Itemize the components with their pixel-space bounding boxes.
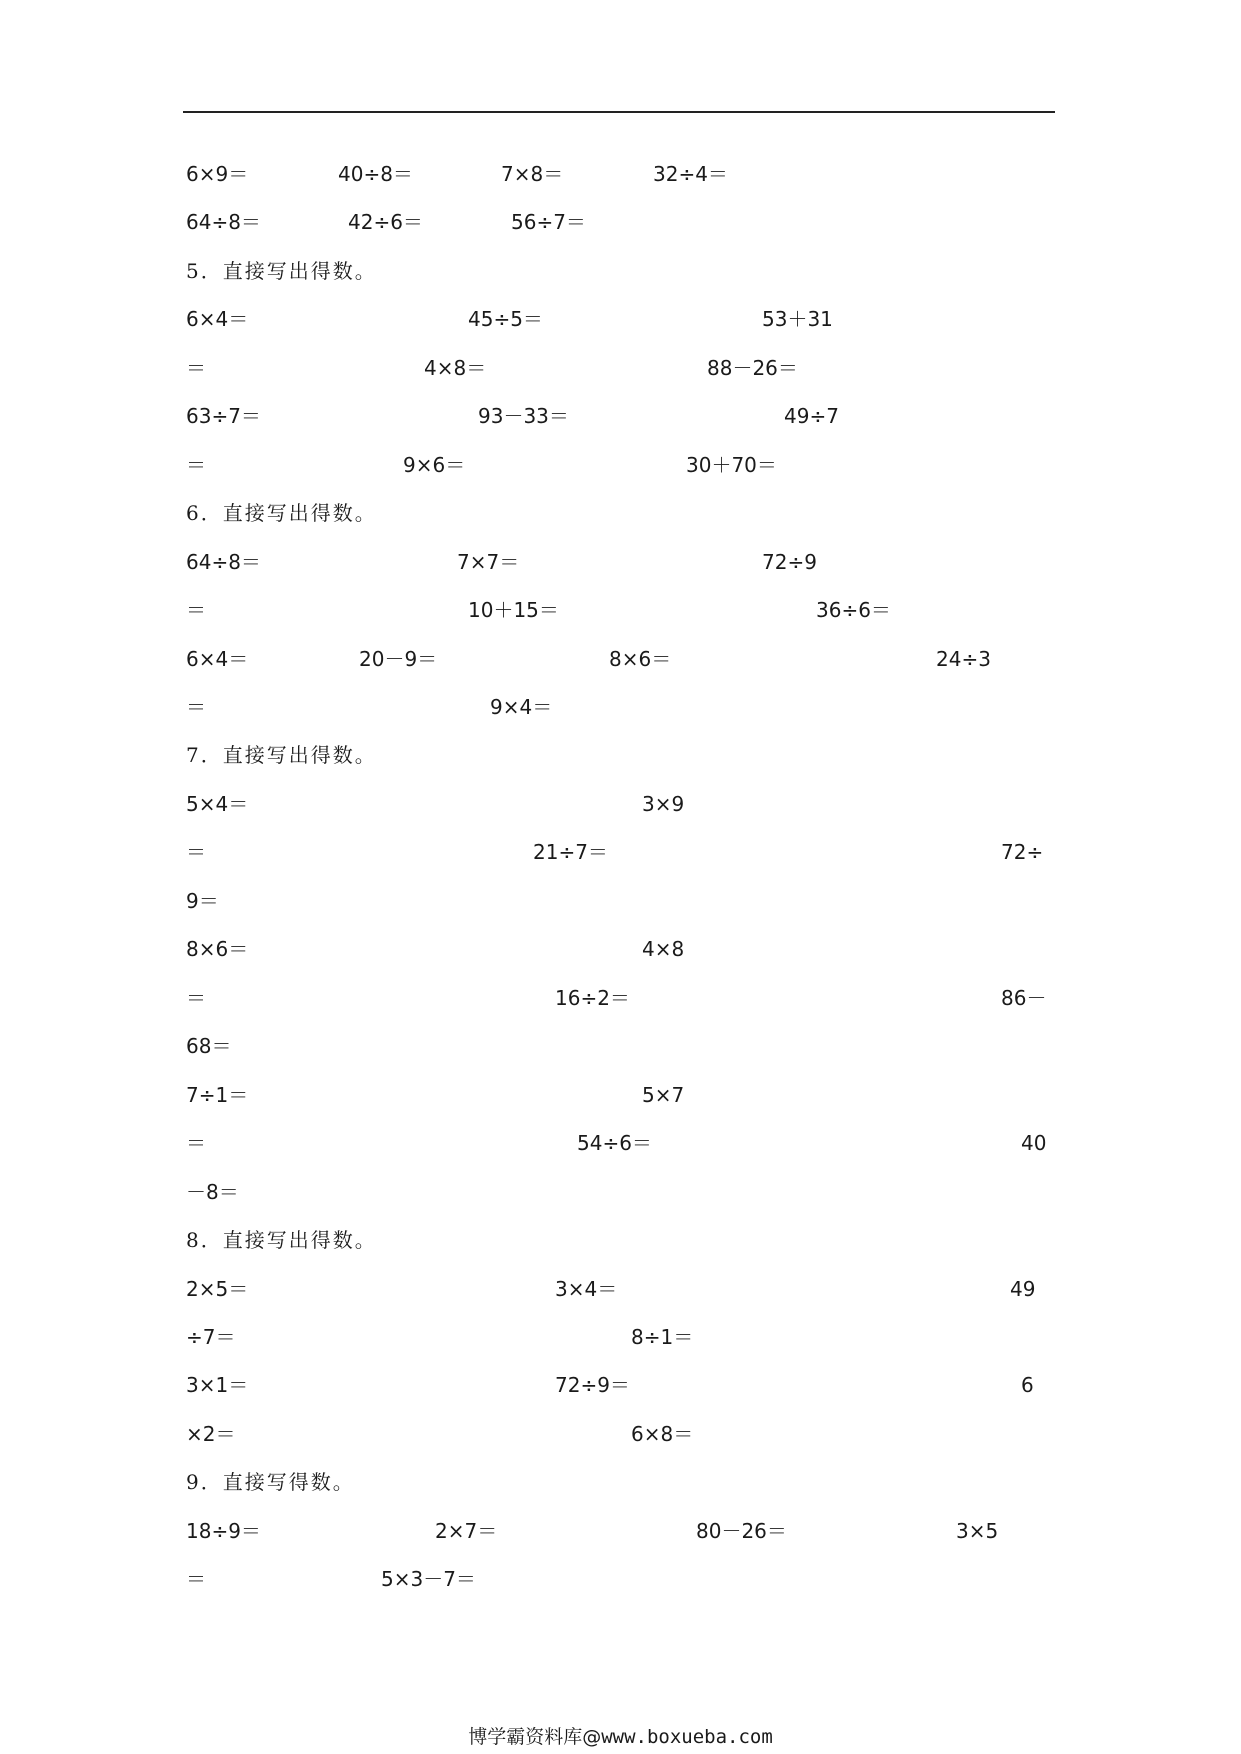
problem-item: 6×8＝ xyxy=(631,1422,694,1446)
problem-item: 24÷3 xyxy=(936,647,991,671)
problem-item: 2×5＝ xyxy=(186,1277,249,1301)
problem-item: 7×8＝ xyxy=(501,162,564,186)
problem-item: 64÷8＝ xyxy=(186,550,261,574)
problem-item: 8×6＝ xyxy=(609,647,672,671)
problem-item: 4×8 xyxy=(642,937,685,961)
problem-item: 49 xyxy=(1010,1277,1036,1301)
problem-item: 6 xyxy=(1021,1373,1034,1397)
problem-item: 88－26＝ xyxy=(707,356,798,380)
problem-item: ×2＝ xyxy=(186,1422,236,1446)
problem-item: －8＝ xyxy=(186,1180,239,1204)
problem-item: 72÷9＝ xyxy=(555,1373,630,1397)
problem-item: 2×7＝ xyxy=(435,1519,498,1543)
problem-item: 9＝ xyxy=(186,889,219,913)
problem-item: 6×4＝ xyxy=(186,307,249,331)
problem-item: ÷7＝ xyxy=(186,1325,236,1349)
section-heading: 7．直接写出得数。 xyxy=(186,743,377,767)
section-heading: 9．直接写得数。 xyxy=(186,1470,355,1494)
problem-item: 72÷ xyxy=(1001,840,1044,864)
problem-item: ＝ xyxy=(186,356,206,380)
problem-item: 40 xyxy=(1021,1131,1047,1155)
problem-item: 3×9 xyxy=(642,792,685,816)
section-heading: 6．直接写出得数。 xyxy=(186,501,377,525)
problem-item: 7÷1＝ xyxy=(186,1083,249,1107)
problem-item: ＝ xyxy=(186,1131,206,1155)
problem-item: 6×4＝ xyxy=(186,647,249,671)
footer-url: www.boxueba.com xyxy=(601,1726,773,1748)
problem-item: ＝ xyxy=(186,986,206,1010)
problem-item: 20－9＝ xyxy=(359,647,438,671)
problem-item: ＝ xyxy=(186,1567,206,1591)
problem-item: 5×3－7＝ xyxy=(381,1567,476,1591)
problem-item: 45÷5＝ xyxy=(468,307,543,331)
problem-item: 80－26＝ xyxy=(696,1519,787,1543)
problem-item: 49÷7 xyxy=(784,404,839,428)
problem-item: ＝ xyxy=(186,840,206,864)
problem-item: 3×4＝ xyxy=(555,1277,618,1301)
footer-brand: 博学霸资料库@ xyxy=(468,1726,602,1748)
header-rule xyxy=(183,111,1055,113)
problem-item: 86－ xyxy=(1001,986,1047,1010)
problem-item: 4×8＝ xyxy=(424,356,487,380)
problem-item: 56÷7＝ xyxy=(511,210,586,234)
problem-item: ＝ xyxy=(186,598,206,622)
problem-item: 32÷4＝ xyxy=(653,162,728,186)
problem-item: 72÷9 xyxy=(762,550,817,574)
problem-item: 8÷1＝ xyxy=(631,1325,694,1349)
section-heading: 8．直接写出得数。 xyxy=(186,1228,377,1252)
problem-item: 5×7 xyxy=(642,1083,685,1107)
problem-item: 9×4＝ xyxy=(490,695,553,719)
problem-item: 30＋70＝ xyxy=(686,453,777,477)
problem-item: 21÷7＝ xyxy=(533,840,608,864)
problem-item: 8×6＝ xyxy=(186,937,249,961)
problem-item: 36÷6＝ xyxy=(816,598,891,622)
problem-item: ＝ xyxy=(186,695,206,719)
problem-item: 7×7＝ xyxy=(457,550,520,574)
problem-item: 93－33＝ xyxy=(478,404,569,428)
problem-item: 10＋15＝ xyxy=(468,598,559,622)
problem-item: 9×6＝ xyxy=(403,453,466,477)
problem-item: 3×1＝ xyxy=(186,1373,249,1397)
problem-item: 68＝ xyxy=(186,1034,232,1058)
section-heading: 5．直接写出得数。 xyxy=(186,259,377,283)
problem-item: 64÷8＝ xyxy=(186,210,261,234)
problem-item: 63÷7＝ xyxy=(186,404,261,428)
problem-item: ＝ xyxy=(186,453,206,477)
problem-item: 18÷9＝ xyxy=(186,1519,261,1543)
problem-item: 53＋31 xyxy=(762,307,833,331)
problem-item: 3×5 xyxy=(956,1519,999,1543)
problem-item: 54÷6＝ xyxy=(577,1131,652,1155)
problem-item: 40÷8＝ xyxy=(338,162,413,186)
problem-item: 6×9＝ xyxy=(186,162,249,186)
footer-watermark xyxy=(0,1722,1241,1749)
problem-item: 42÷6＝ xyxy=(348,210,423,234)
problem-item: 5×4＝ xyxy=(186,792,249,816)
problem-item: 16÷2＝ xyxy=(555,986,630,1010)
